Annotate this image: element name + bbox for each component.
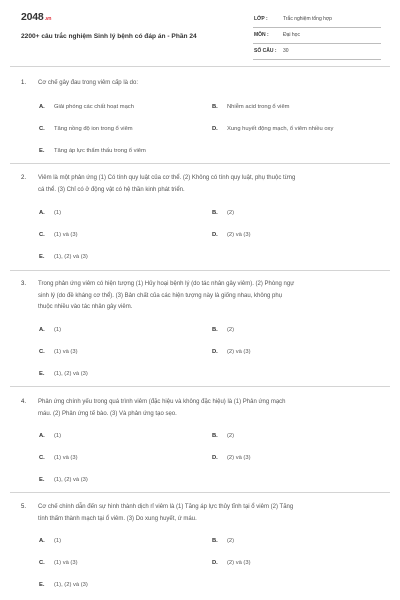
question-line: thuộc nhiều vào tác nhân gây viêm. [38,304,133,310]
option-b[interactable] [212,433,234,439]
option-text: Nhiễm acid trong ổ viêm [227,104,290,110]
option-text: (2) và (3) [227,455,251,461]
question-line: Cơ chế gây đau trong viêm cấp là do: [38,80,138,86]
divider [10,386,390,387]
meta-value: 30 [283,48,289,54]
option-letter: D. [212,560,218,566]
option-b[interactable] [212,327,234,333]
option-c[interactable] [39,126,133,132]
question-text [38,502,383,525]
option-text: (1) và (3) [54,232,78,238]
option-letter: E. [39,371,45,377]
option-c[interactable] [39,349,78,355]
option-text: (1) và (3) [54,349,78,355]
question-text [38,78,383,90]
question-number: 4. [21,399,27,405]
meta-value: Đại học [283,32,300,38]
question-line: máu. (2) Phản ứng tế bào. (3) Và phản ứng tạo sẹo. [38,410,177,417]
option-a[interactable] [39,327,61,333]
meta-row-class [253,12,381,28]
meta-row-count [253,44,381,60]
question-line: sinh lý (do đề kháng cơ thể). (3) Bản chất của các hiện tượng này là giống nhau, không phụ [38,292,283,299]
divider [10,66,390,67]
option-text: (2) và (3) [227,349,251,355]
option-d[interactable] [212,349,251,355]
meta-value: Trắc nghiệm tổng hợp [283,16,332,22]
option-letter: A. [39,538,45,544]
option-d[interactable] [212,560,251,566]
option-letter: C. [39,349,45,355]
option-text: (1), (2) và (3) [54,254,88,260]
option-e[interactable] [39,477,88,483]
question-line: tính thấm thành mạch tại ổ viêm. (3) Do xung huyết, ứ máu. [38,515,197,522]
option-letter: E. [39,582,45,588]
question-line: Phản ứng chính yếu trong quá trình viêm (đặc hiệu và không đặc hiệu) là (1) Phản ứng mạch [38,399,286,405]
meta-row-subject [253,28,381,44]
option-letter: D. [212,349,218,355]
logo-tld: .vn [44,16,52,22]
meta-label: SỐ CÂU : [254,48,277,54]
option-text: (2) [227,538,235,544]
option-text: (1) [54,210,62,216]
option-letter: D. [212,455,218,461]
option-text: (1) và (3) [54,455,78,461]
divider [10,270,390,271]
option-letter: C. [39,232,45,238]
option-text: (2) [227,327,235,333]
question-number: 2. [21,175,27,181]
option-text: Giải phóng các chất hoạt mạch [54,104,134,110]
option-e[interactable] [39,582,88,588]
option-letter: B. [212,210,218,216]
option-text: (1) [54,433,62,439]
site-logo[interactable] [21,11,51,23]
divider [10,163,390,164]
option-d[interactable] [212,232,251,238]
option-letter: E. [39,148,45,154]
option-b[interactable] [212,210,234,216]
meta-label: LỚP : [254,16,268,22]
question-number: 5. [21,504,27,510]
option-text: (1) và (3) [54,560,78,566]
question-text [38,279,383,314]
option-letter: A. [39,433,45,439]
option-e[interactable] [39,371,88,377]
option-letter: D. [212,232,218,238]
meta-info [253,12,381,60]
option-letter: A. [39,210,45,216]
option-text: (2) [227,210,235,216]
question-line: Trong phản ứng viêm có hiện tượng (1) Hủy hoại bệnh lý (do tác nhân gây viêm). (2) Phòng ngự [38,281,295,287]
option-letter: A. [39,327,45,333]
option-b[interactable] [212,104,290,110]
option-letter: B. [212,327,218,333]
option-text: (1), (2) và (3) [54,371,88,377]
question-text [38,397,383,420]
option-c[interactable] [39,560,78,566]
option-text: (1), (2) và (3) [54,582,88,588]
option-text: (1), (2) và (3) [54,477,88,483]
option-letter: B. [212,433,218,439]
option-text: Xung huyết động mạch, ổ viêm nhiều oxy [227,126,334,132]
option-c[interactable] [39,232,78,238]
option-b[interactable] [212,538,234,544]
option-a[interactable] [39,210,61,216]
question-line: Viêm là một phản ứng (1) Có tính quy luật của cơ thể. (2) Không có tính quy luật, phụ thuộc từng [38,175,296,181]
option-letter: E. [39,477,45,483]
option-letter: B. [212,538,218,544]
question-line: cá thể. (3) Chỉ có ở động vật có hệ thần kinh phát triển. [38,186,185,193]
option-e[interactable] [39,254,88,260]
option-letter: C. [39,126,45,132]
option-a[interactable] [39,538,61,544]
divider [10,492,390,493]
header [0,0,400,66]
logo-text: 2048 [21,11,44,23]
page-title: 2200+ câu trắc nghiệm Sinh lý bệnh có đáp án - Phần 24 [21,33,197,40]
option-text: (2) [227,433,235,439]
option-letter: A. [39,104,45,110]
option-d[interactable] [212,455,251,461]
option-d[interactable] [212,126,333,132]
option-text: Tăng nồng độ ion trong ổ viêm [54,126,133,132]
option-c[interactable] [39,455,78,461]
question-number: 1. [21,80,27,86]
option-letter: D. [212,126,218,132]
question-line: Cơ chế chính dẫn đến sự hình thành dịch rỉ viêm là (1) Tăng áp lực thủy tĩnh tại ổ viêm (2) Tăng [38,504,294,510]
question-text [38,173,383,196]
option-a[interactable] [39,433,61,439]
option-letter: C. [39,560,45,566]
option-e[interactable] [39,148,146,154]
meta-label: MÔN : [254,32,269,38]
option-letter: C. [39,455,45,461]
option-text: Tăng áp lực thẩm thấu trong ổ viêm [54,148,146,154]
option-text: (2) và (3) [227,232,251,238]
option-text: (1) [54,327,62,333]
option-letter: B. [212,104,218,110]
option-text: (1) [54,538,62,544]
option-a[interactable] [39,104,134,110]
question-number: 3. [21,281,27,287]
option-text: (2) và (3) [227,560,251,566]
option-letter: E. [39,254,45,260]
